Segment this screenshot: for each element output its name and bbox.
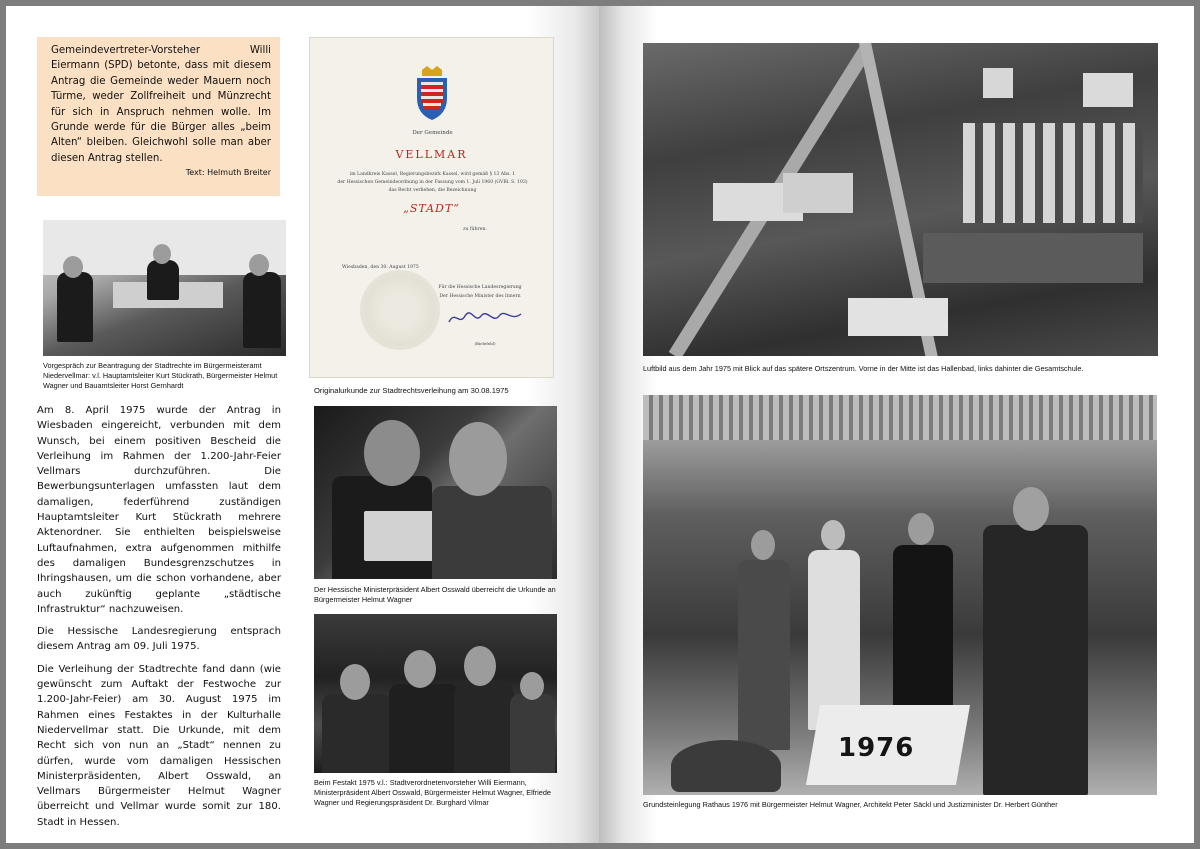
office-photo: [43, 220, 286, 356]
cert-place-date: Wiesbaden, den 30. August 1975: [342, 265, 419, 270]
groundstone-photo: [643, 395, 1157, 795]
cert-stadt: „STADT“: [403, 202, 460, 215]
aerial-photo: [643, 43, 1158, 356]
groundstone-caption: Grundsteinlegung Rathaus 1976 mit Bürgermeister Helmut Wagner, Architekt Peter Säckl und Justizminister Dr. Herbert Günther: [643, 800, 1058, 809]
quote-credit: Text: Helmuth Breiter: [185, 168, 271, 178]
stone-number: 1976: [838, 733, 915, 763]
quote-box: [37, 37, 280, 196]
cert-seal: [360, 270, 440, 350]
body-text: [37, 403, 281, 837]
cert-sign-name: (Bielefeld): [474, 341, 496, 346]
handover-caption: Der Hessische Ministerpräsident Albert Osswald überreicht die Urkunde an Bürgermeister Helmut Wagner: [314, 585, 556, 604]
signature-icon: [445, 308, 525, 328]
certificate-caption: Originalurkunde zur Stadtrechtsverleihung am 30.08.1975: [314, 386, 509, 395]
festakt-caption: Beim Festakt 1975 v.l.: Stadtverordnetenvorsteher Willi Eiermann, Ministerpräsident Albert Osswald, Bürgermeister Helmut Wagner, Elfriede Wagner und Regierungspräsident Dr. Burghard Vilmar: [314, 778, 551, 807]
aerial-caption: Luftbild aus dem Jahr 1975 mit Blick auf das spätere Ortszentrum. Vorne in der Mitte ist das Hallenbad, links dahinter die Gesamtschule.: [643, 364, 1084, 373]
cert-zu-fuehren: zu führen.: [463, 227, 487, 232]
office-caption: Vorgespräch zur Beantragung der Stadtrechte im Bürgermeisteramt Niedervellmar: v.l. Hauptamtsleiter Kurt Stückrath, Bürgermeister Helmut Wagner und Bauamtsleiter Horst Gernhardt: [43, 361, 278, 390]
hesse-crest-icon: [413, 66, 451, 120]
cert-gov-2: Der Hessische Minister des Innern: [439, 294, 521, 299]
cert-der-gemeinde: Der Gemeinde: [412, 130, 453, 136]
body-paragraph-1: Am 8. April 1975 wurde der Antrag in Wiesbaden eingereicht, verbunden mit dem Wunsch, bei einem positiven Bescheid die Verleihung im Rahmen der 1.200-Jahr-Feier Vellmars durchzuführen. Die Bewerbungsunterlagen umfassten laut dem damaligen, federführend zuständigen Hauptamtsleiter Kurt Stückrath mehrere Aktenordner. Sie enthielten beispielsweise Luftaufnahmen, extra aufgenommen mithilfe des damaligen Bundesgrenzschutzes in Ihringshausen, um die schon vorhandene, aber auch zukünftig geplante „städtische Infrastruktur“ nachzuweisen.: [37, 405, 281, 615]
body-paragraph-3: Die Verleihung der Stadtrechte fand dann (wie gewünscht zum Auftakt der Festwoche zur 1.200-Jahr-Feier) am 30. August 1975 im Rahmen eines Festaktes in der Kulturhalle Niedervellmar statt. Die Urkunde, mit dem Recht sich von nun an „Stadt“ nennen zu dürfen, wurde vom damaligen Hessischen Ministerpräsidenten, Albert Osswald, an Vellmars Bürgermeister Helmut Wagner überreicht und Vellmar wurde somit zur 180. Stadt in Hessen.: [37, 663, 281, 828]
cert-line-2: der Hessischen Gemeindeordnung in der Fassung vom 1. Juli 1960 (GVBl. S. 103): [337, 180, 528, 185]
cert-name: VELLMAR: [395, 148, 468, 161]
body-paragraph-2: Die Hessische Landesregierung entsprach diesem Antrag am 09. Juli 1975.: [37, 626, 281, 653]
cert-line-1: im Landkreis Kassel, Regierungsbezirk Kassel, wird gemäß § 13 Abs. 1: [349, 172, 516, 177]
cert-line-3: das Recht verliehen, die Bezeichnung: [388, 188, 477, 193]
handover-photo: [314, 406, 557, 579]
quote-text: Gemeindevertreter-Vorsteher Willi Eiermann (SPD) betonte, dass mit diesem Antrag die Gemeinde weder Mauern noch Türme, weder Zollfreiheit und Münzrecht für sich in Anspruch nehmen wolle. Im Grunde werde für die Bürger alles „beim Alten“ bleiben. Gleichwohl solle man aber diesen Antrag stellen.: [51, 45, 271, 164]
certificate-image: [309, 37, 554, 378]
festakt-photo: [314, 614, 557, 773]
cert-gov-1: Für die Hessische Landesregierung: [438, 285, 522, 290]
